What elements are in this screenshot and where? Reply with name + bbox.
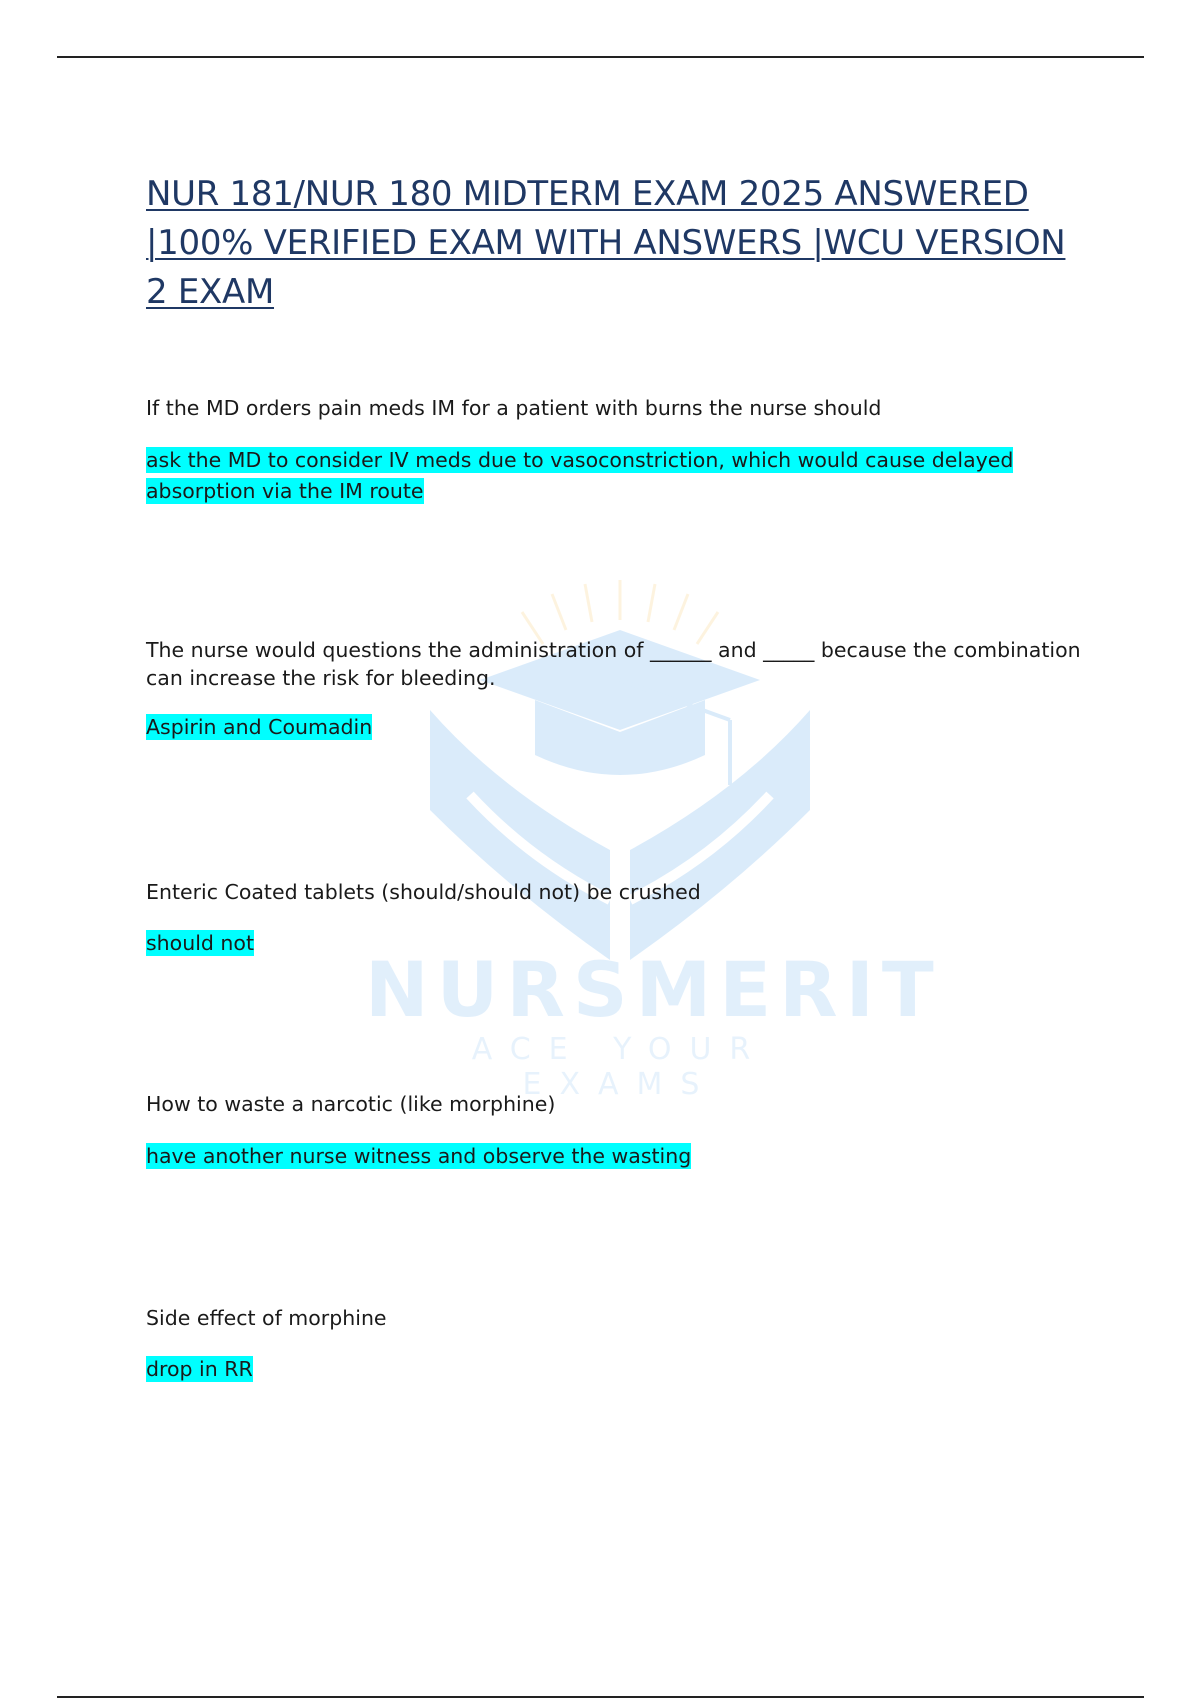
qa-item-1: [146, 394, 1086, 507]
question-text: Side effect of morphine: [146, 1306, 387, 1330]
watermark-name: NURSMERIT: [365, 945, 942, 1034]
answer-highlight: Aspirin and Coumadin: [146, 715, 373, 739]
qa-item-5: [146, 1304, 1086, 1385]
answer-highlight: have another nurse witness and observe the wasting: [146, 1144, 692, 1168]
answer-text: [146, 445, 1086, 507]
answer-text: [146, 1141, 1086, 1172]
question-text: The nurse would questions the administration of ______ and _____ because the combination can increase the risk for bleeding.: [146, 638, 1081, 690]
qa-item-2: [146, 636, 1086, 743]
question-text: How to waste a narcotic (like morphine): [146, 1092, 556, 1116]
answer-highlight: ask the MD to consider IV meds due to vasoconstriction, which would cause delayed absorption via the IM route: [146, 448, 1014, 503]
answer-highlight: drop in RR: [146, 1357, 253, 1381]
document-title: NUR 181/NUR 180 MIDTERM EXAM 2025 ANSWERED |100% VERIFIED EXAM WITH ANSWERS |WCU VERSION 2 EXAM: [146, 174, 1066, 312]
watermark-tagline: ACE YOUR EXAMS: [471, 1032, 769, 1102]
question-text: Enteric Coated tablets (should/should not) be crushed: [146, 880, 701, 904]
answer-text: [146, 1354, 1086, 1385]
answer-text: [146, 928, 1086, 959]
answer-highlight: should not: [146, 931, 255, 955]
qa-item-4: [146, 1090, 1086, 1172]
qa-item-3: [146, 878, 1086, 959]
top-rule: [57, 56, 1144, 58]
answer-text: [146, 712, 1086, 743]
bottom-rule: [57, 1696, 1144, 1698]
question-text: If the MD orders pain meds IM for a patient with burns the nurse should: [146, 396, 882, 420]
